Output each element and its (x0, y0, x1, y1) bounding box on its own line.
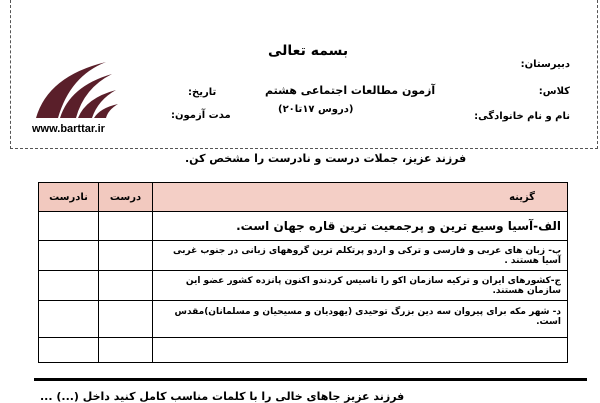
statement-cell: ج-کشورهای ایران و ترکیه سازمان اکو را تاسیس کردندو اکنون پانزده کشور عضو این سازمان هستند. (153, 271, 568, 301)
true-answer-cell[interactable] (99, 301, 153, 338)
table-row (39, 338, 568, 363)
option-column-header: گزینه (153, 183, 568, 212)
exam-title: آزمون مطالعات اجتماعی هشتم (265, 84, 436, 97)
statement-cell: د- شهر مکه برای پیروان سه دین بزرگ توحیدی (یهودیان و مسیحیان و مسلمانان)مقدس است. (153, 301, 568, 338)
next-section-text: فرزند عزیز جاهای خالی را با کلمات مناسب کامل کنید داخل (...) ... (40, 390, 405, 403)
table-header-row (39, 183, 568, 212)
class-label: کلاس: (538, 86, 570, 97)
table-row (39, 212, 568, 241)
school-label: دبیرستان: (520, 59, 570, 70)
false-answer-cell[interactable] (39, 301, 99, 338)
table-row (39, 271, 568, 301)
date-label: تاریخ: (188, 87, 217, 98)
section-divider (34, 378, 587, 381)
false-answer-cell[interactable] (39, 338, 99, 363)
page-title: بسمه تعالی (268, 43, 349, 59)
table-row (39, 241, 568, 271)
statement-cell: ب- زبان های عربی و فارسی و ترکی و اردو پرتکلم ترین گروههای زبانی در جنوب غربی آسیا هستند . (153, 241, 568, 271)
statement-cell (153, 338, 568, 363)
true-answer-cell[interactable] (99, 212, 153, 241)
true-answer-cell[interactable] (99, 271, 153, 301)
website-url: www.barttar.ir (32, 123, 105, 135)
name-label: نام و نام خانوادگی: (474, 111, 570, 122)
false-column-header: نادرست (39, 183, 99, 212)
true-column-header: درست (99, 183, 153, 212)
false-answer-cell[interactable] (39, 212, 99, 241)
true-false-table (38, 182, 568, 363)
statement-cell: الف-آسیا وسیع ترین و پرجمعیت ترین قاره جهان است. (153, 212, 568, 241)
duration-label: مدت آزمون: (171, 110, 231, 121)
true-answer-cell[interactable] (99, 241, 153, 271)
table-row (39, 301, 568, 338)
false-answer-cell[interactable] (39, 271, 99, 301)
exam-lessons: (دروس ۱۷تا۲۰) (278, 104, 354, 115)
true-answer-cell[interactable] (99, 338, 153, 363)
false-answer-cell[interactable] (39, 241, 99, 271)
barttar-logo-icon (30, 60, 120, 126)
instruction-text: فرزند عزیز، جملات درست و نادرست را مشخص کن. (185, 152, 467, 165)
